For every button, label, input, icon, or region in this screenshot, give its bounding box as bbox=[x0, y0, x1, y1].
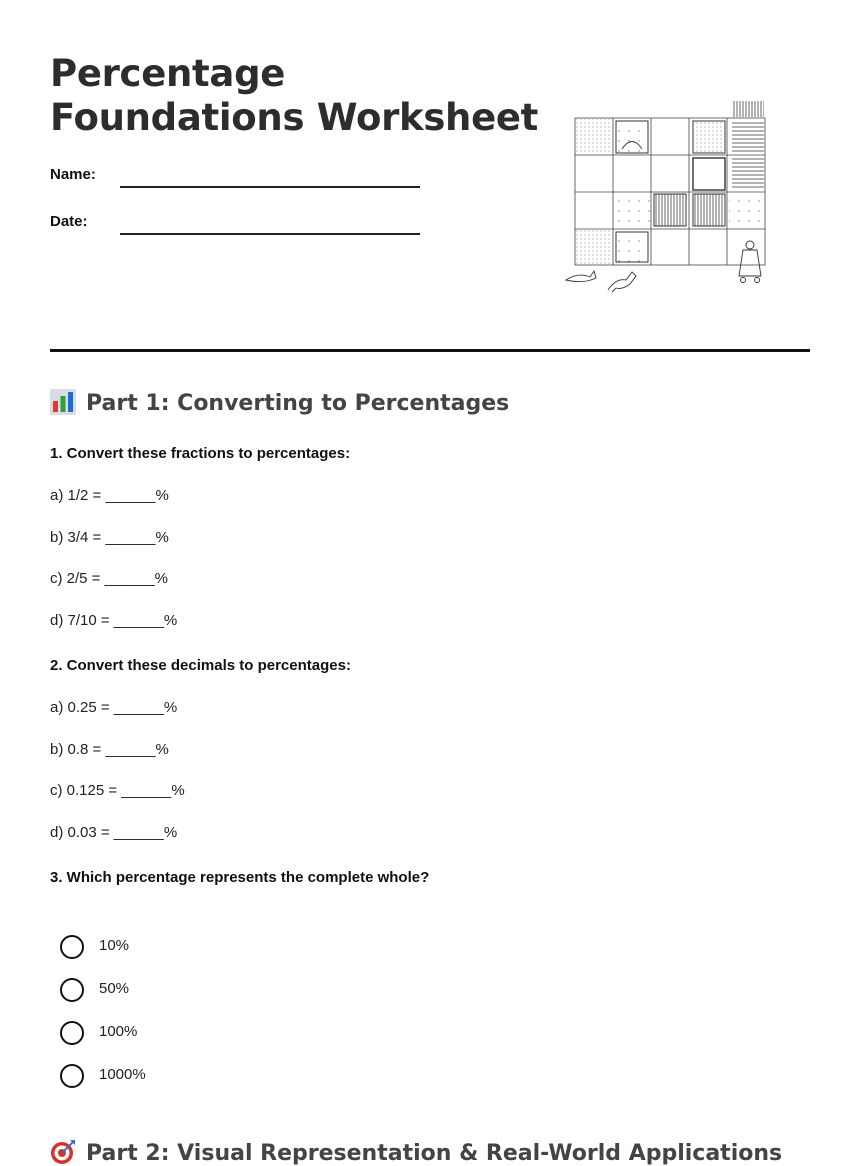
q1-item-b[interactable]: b) 3/4 = ______% bbox=[50, 529, 169, 546]
section-divider bbox=[50, 349, 810, 352]
q3-option-1000[interactable] bbox=[60, 1064, 360, 1090]
part1-heading bbox=[50, 389, 509, 416]
worksheet-title: Percentage Foundations Worksheet bbox=[50, 52, 539, 139]
q2-item-c[interactable]: c) 0.125 = ______% bbox=[50, 782, 185, 799]
part2-heading bbox=[50, 1139, 782, 1166]
date-line[interactable] bbox=[120, 233, 420, 235]
option-label: 1000% bbox=[99, 1066, 146, 1083]
radio-button[interactable] bbox=[60, 1064, 84, 1088]
radio-button[interactable] bbox=[60, 1021, 84, 1045]
hundreds-grid-illustration bbox=[556, 98, 770, 296]
question-1-prompt: 1. Convert these fractions to percentages: bbox=[50, 445, 351, 462]
q1-item-c[interactable]: c) 2/5 = ______% bbox=[50, 570, 169, 587]
q2-item-b[interactable]: b) 0.8 = ______% bbox=[50, 741, 169, 758]
q3-option-100[interactable] bbox=[60, 1021, 360, 1047]
q1-item-a[interactable]: a) 1/2 = ______% bbox=[50, 487, 169, 504]
option-label: 10% bbox=[99, 937, 130, 954]
q2-item-a[interactable]: a) 0.25 = ______% bbox=[50, 699, 178, 716]
q3-option-50[interactable] bbox=[60, 978, 360, 1004]
radio-button[interactable] bbox=[60, 935, 84, 959]
part2-heading-text: Part 2: Visual Representation & Real-World Applications bbox=[86, 1141, 783, 1166]
name-label: Name: bbox=[50, 166, 96, 183]
q2-item-d[interactable]: d) 0.03 = ______% bbox=[50, 824, 178, 841]
q3-option-10[interactable] bbox=[60, 935, 360, 961]
date-label: Date: bbox=[50, 213, 88, 230]
radio-button[interactable] bbox=[60, 978, 84, 1002]
option-label: 100% bbox=[99, 1023, 138, 1040]
question-3-prompt: 3. Which percentage represents the complete whole? bbox=[50, 869, 430, 886]
q1-item-d[interactable]: d) 7/10 = ______% bbox=[50, 612, 178, 629]
name-field[interactable] bbox=[50, 166, 430, 190]
option-label: 50% bbox=[99, 980, 130, 997]
part1-heading-text: Part 1: Converting to Percentages bbox=[86, 391, 510, 416]
bar-chart-icon bbox=[50, 389, 76, 415]
date-field[interactable] bbox=[50, 213, 430, 237]
question-2-prompt: 2. Convert these decimals to percentages: bbox=[50, 657, 351, 674]
target-icon bbox=[50, 1139, 76, 1165]
name-line[interactable] bbox=[120, 186, 420, 188]
